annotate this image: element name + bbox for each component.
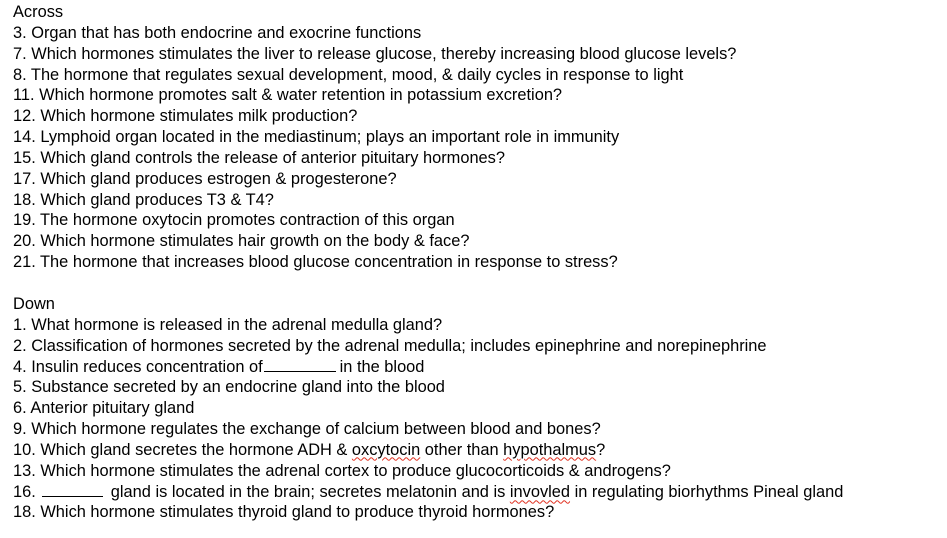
down-clue-1: 1. What hormone is released in the adrenal medulla gland? (13, 315, 443, 334)
across-clue-11: 11. Which hormone promotes salt & water retention in potassium excretion? (13, 86, 563, 105)
across-clue-12: 12. Which hormone stimulates milk production? (13, 107, 358, 126)
section-spacer (13, 273, 943, 294)
down-clue-4 (13, 356, 943, 377)
down-clue-16-number: 16. (13, 483, 36, 502)
across-clue-7: 7. Which hormones stimulates the liver to release glucose, thereby increasing blood glucose levels? (13, 44, 737, 63)
across-clue-3: 3. Organ that has both endocrine and exocrine functions (13, 23, 422, 42)
down-section (13, 294, 943, 523)
across-clue-15: 15. Which gland controls the release of anterior pituitary hormones? (13, 148, 505, 167)
across-clue-21: 21. The hormone that increases blood glucose concentration in response to stress? (13, 253, 618, 272)
down-clue-16-part-2: in regulating biorhythms Pineal gland (570, 483, 844, 502)
across-clue-20: 20. Which hormone stimulates hair growth on the body & face? (13, 232, 470, 251)
misspelled-word-invovled: invovled (509, 483, 571, 502)
across-clue-17: 17. Which gland produces estrogen & progesterone? (13, 169, 397, 188)
misspelled-word-oxcytocin: oxcytocin (351, 440, 421, 459)
down-clue-9: 9. Which hormone regulates the exchange of calcium between blood and bones? (13, 419, 601, 438)
down-clue-6: 6. Anterior pituitary gland (13, 399, 195, 418)
down-clue-10-part-3: ? (596, 440, 606, 459)
down-clue-10-part-2: other than (420, 440, 504, 459)
down-clue-16 (13, 481, 943, 502)
down-clue-4-text-before: 4. Insulin reduces concentration of (13, 358, 263, 377)
down-clue-13: 13. Which hormone stimulates the adrenal cortex to produce glucocorticoids & androgens? (13, 461, 671, 480)
down-clue-10-part-1: 10. Which gland secretes the hormone ADH & (13, 440, 352, 459)
answer-blank (264, 356, 336, 372)
down-clue-18: 18. Which hormone stimulates thyroid gland to produce thyroid hormones? (13, 503, 555, 522)
answer-blank (42, 481, 103, 497)
across-clue-8: 8. The hormone that regulates sexual development, mood, & daily cycles in response to light (13, 65, 684, 84)
down-heading: Down (13, 294, 55, 313)
misspelled-word-hypothalmus: hypothalmus (503, 440, 597, 459)
down-clue-4-text-after: in the blood (339, 358, 425, 377)
across-clue-14: 14. Lymphoid organ located in the mediastinum; plays an important role in immunity (13, 128, 620, 147)
down-clue-5: 5. Substance secreted by an endocrine gland into the blood (13, 378, 445, 397)
across-clue-19: 19. The hormone oxytocin promotes contraction of this organ (13, 211, 455, 230)
across-clue-18: 18. Which gland produces T3 & T4? (13, 190, 274, 209)
across-heading: Across (13, 3, 64, 21)
crossword-clues-document (13, 2, 943, 523)
down-clue-2: 2. Classification of hormones secreted by the adrenal medulla; includes epinephrine and norepinephrine (13, 336, 767, 355)
down-clue-16-part-1: gland is located in the brain; secretes melatonin and is (110, 483, 510, 502)
across-section (13, 2, 943, 273)
down-clue-10 (13, 440, 943, 461)
